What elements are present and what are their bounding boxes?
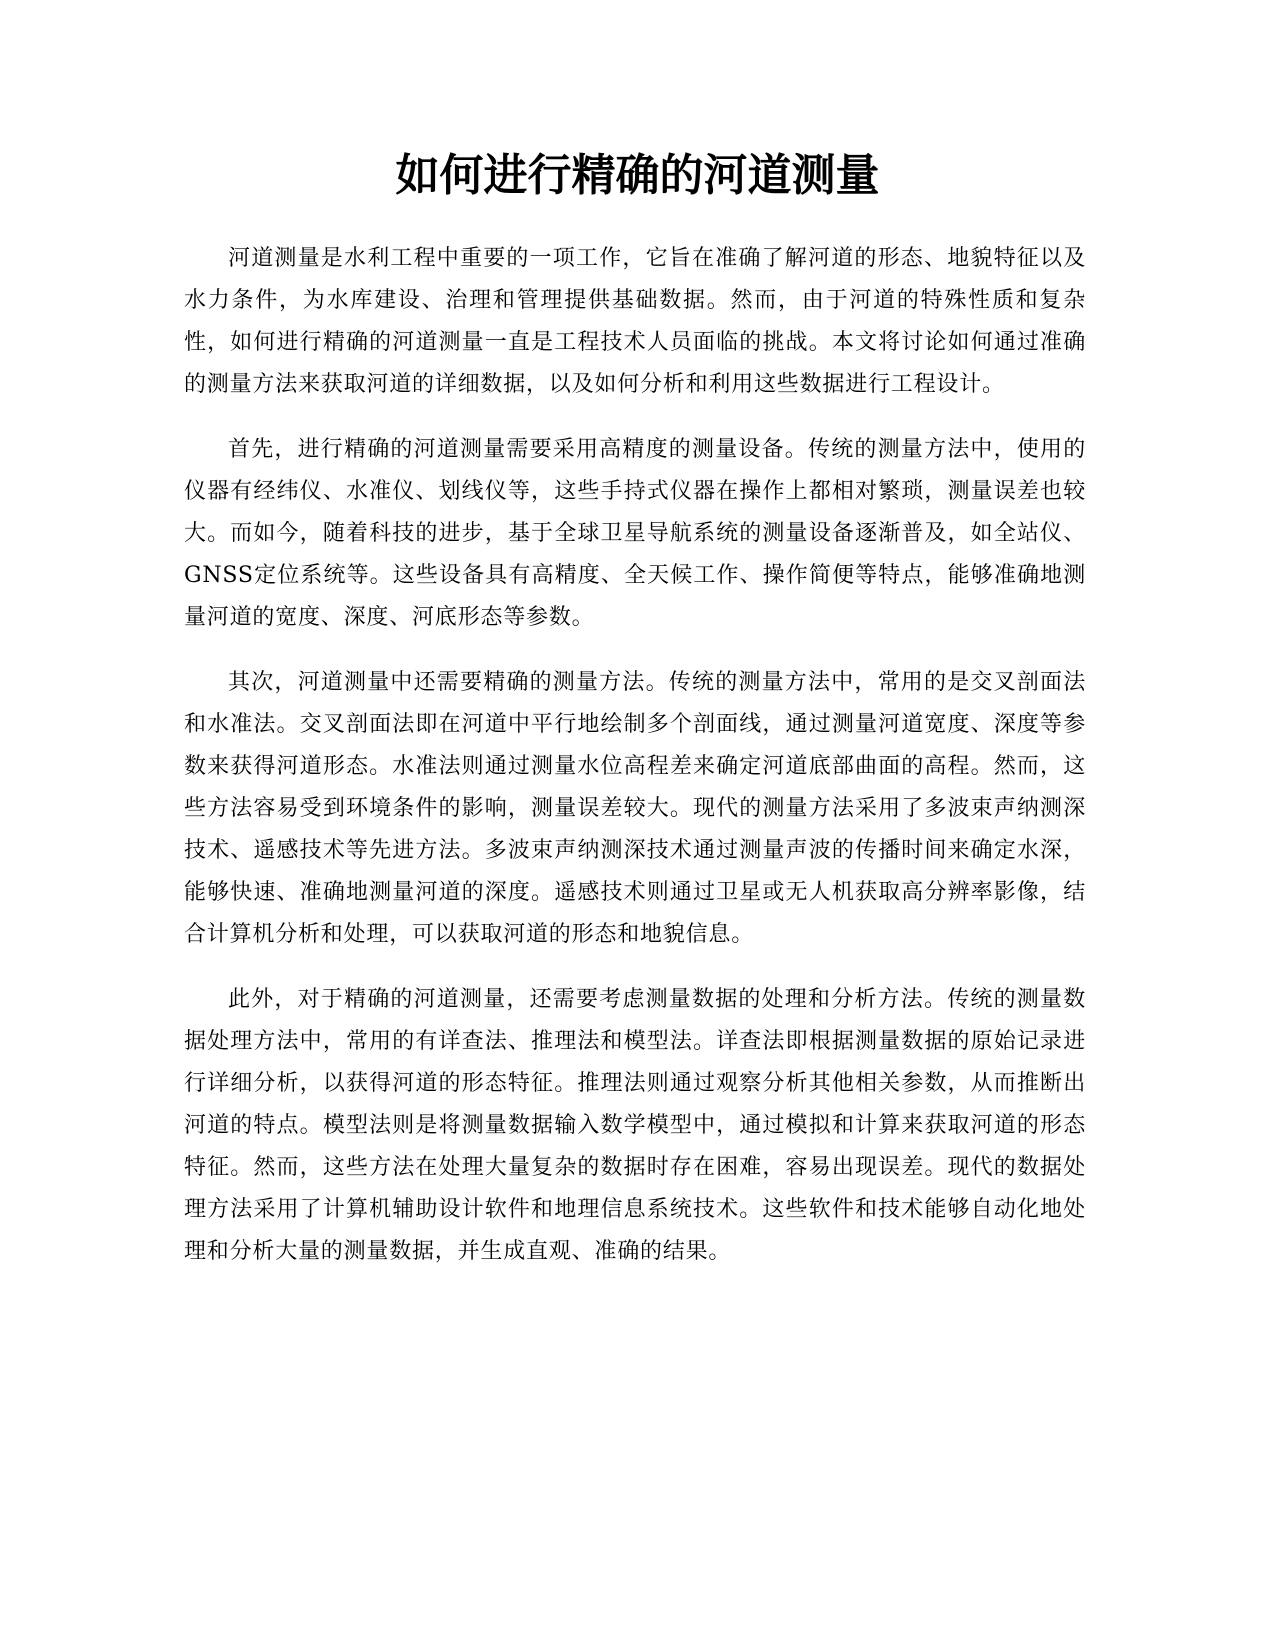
document-body [184,238,1086,1296]
paragraph-methods: 其次，河道测量中还需要精确的测量方法。传统的测量方法中，常用的是交叉剖面法和水准法。交叉剖面法即在河道中平行地绘制多个剖面线，通过测量河道宽度、深度等参数来获得河道形态。水准法则通过测量水位高程差来确定河道底部曲面的高程。然而，这些方法容易受到环境条件的影响，测量误差较大。现代的测量方法采用了多波束声纳测深技术、遥感技术等先进方法。多波束声纳测深技术通过测量声波的传播时间来确定水深，能够快速、准确地测量河道的深度。遥感技术则通过卫星或无人机获取高分辨率影像，结合计算机分析和处理，可以获取河道的形态和地貌信息。 [184,670,1086,947]
paragraph-intro: 河道测量是水利工程中重要的一项工作，它旨在准确了解河道的形态、地貌特征以及水力条件，为水库建设、治理和管理提供基础数据。然而，由于河道的特殊性质和复杂性，如何进行精确的河道测量一直是工程技术人员面临的挑战。本文将讨论如何通过准确的测量方法来获取河道的详细数据，以及如何分析和利用这些数据进行工程设计。 [184,246,1086,397]
paragraph-equipment: 首先，进行精确的河道测量需要采用高精度的测量设备。传统的测量方法中，使用的仪器有经纬仪、水准仪、划线仪等，这些手持式仪器在操作上都相对繁琐，测量误差也较大。而如今，随着科技的进步，基于全球卫星导航系统的测量设备逐渐普及，如全站仪、GNSS定位系统等。这些设备具有高精度、全天候工作、操作简便等特点，能够准确地测量河道的宽度、深度、河底形态等参数。 [184,437,1086,630]
document-title: 如何进行精确的河道测量 [395,150,880,201]
paragraph-data-processing: 此外，对于精确的河道测量，还需要考虑测量数据的处理和分析方法。传统的测量数据处理方法中，常用的有详查法、推理法和模型法。详查法即根据测量数据的原始记录进行详细分析，以获得河道的形态特征。推理法则通过观察分析其他相关参数，从而推断出河道的特点。模型法则是将测量数据输入数学模型中，通过模拟和计算来获取河道的形态特征。然而，这些方法在处理大量复杂的数据时存在困难，容易出现误差。现代的数据处理方法采用了计算机辅助设计软件和地理信息系统技术。这些软件和技术能够自动化地处理和分析大量的测量数据，并生成直观、准确的结果。 [184,987,1086,1264]
